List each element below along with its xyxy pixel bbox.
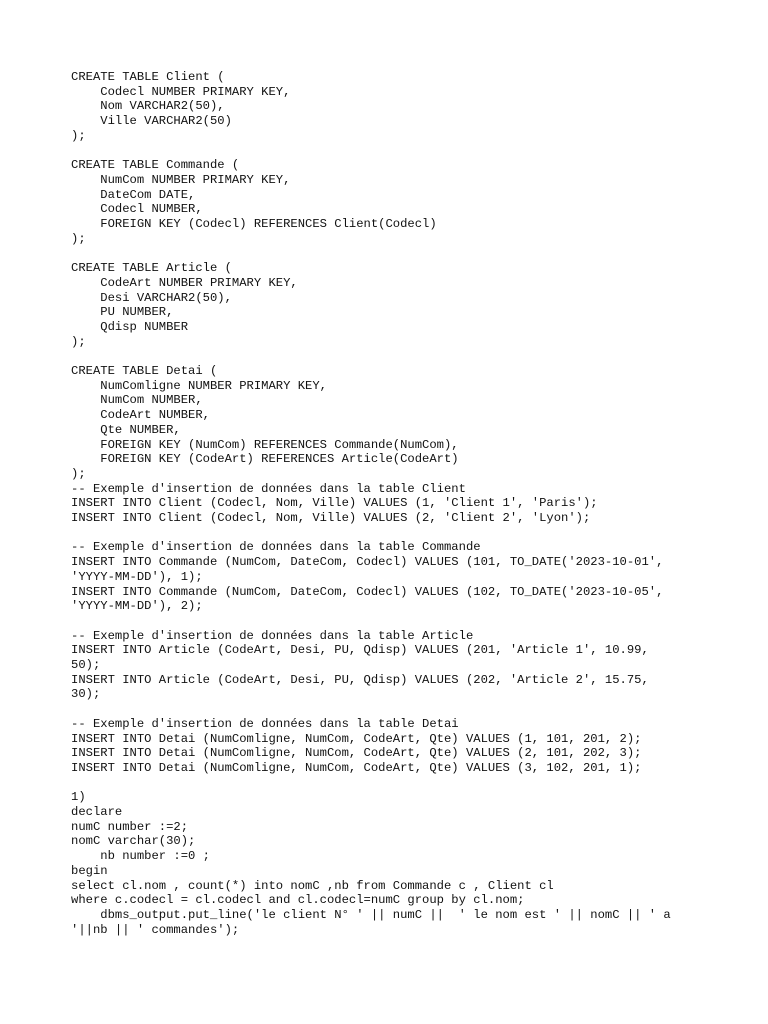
code-line: begin [71,863,108,878]
code-line: CREATE TABLE Article ( [71,261,232,276]
code-line: CREATE TABLE Client ( [71,70,225,84]
code-line: NumCom NUMBER PRIMARY KEY, [71,172,291,187]
code-line: Qdisp NUMBER [71,319,189,334]
code-line: Nom VARCHAR2(50), [71,99,225,114]
code-line: 30); [71,687,101,702]
code-line: INSERT INTO Commande (NumCom, DateCom, Codecl) VALUES (102, TO_DATE('2023-10-05', [71,584,664,599]
code-line: INSERT INTO Article (CodeArt, Desi, PU, Qdisp) VALUES (202, 'Article 2', 15.75, [71,672,649,687]
code-line: declare [71,805,123,820]
code-line: 1) [71,790,86,805]
code-line: CodeArt NUMBER PRIMARY KEY, [71,275,298,290]
code-line: INSERT INTO Detai (NumComligne, NumCom, CodeArt, Qte) VALUES (1, 101, 201, 2); [71,731,642,746]
code-line: FOREIGN KEY (CodeArt) REFERENCES Article(CodeArt) [71,452,459,467]
code-line: 'YYYY-MM-DD'), 1); [71,569,203,584]
code-line: FOREIGN KEY (NumCom) REFERENCES Commande(NumCom), [71,437,459,452]
code-line: FOREIGN KEY (Codecl) REFERENCES Client(Codecl) [71,217,437,232]
code-line: where c.codecl = cl.codecl and cl.codecl=numC group by cl.nom; [71,893,525,908]
code-line: INSERT INTO Detai (NumComligne, NumCom, CodeArt, Qte) VALUES (3, 102, 201, 1); [71,760,642,775]
code-line [71,702,751,717]
code-line [71,246,751,261]
code-line: Ville VARCHAR2(50) [71,114,232,129]
code-line: CREATE TABLE Detai ( [71,364,218,379]
code-line: nb number :=0 ; [71,849,210,864]
code-line: Desi VARCHAR2(50), [71,290,232,305]
code-line: INSERT INTO Client (Codecl, Nom, Ville) VALUES (2, 'Client 2', 'Lyon'); [71,511,591,526]
code-line [71,776,751,791]
code-line: Codecl NUMBER, [71,202,203,217]
code-line [71,526,751,541]
code-line: PU NUMBER, [71,305,174,320]
code-line: 50); [71,658,101,673]
code-line: 'YYYY-MM-DD'), 2); [71,599,203,614]
code-line: INSERT INTO Client (Codecl, Nom, Ville) VALUES (1, 'Client 1', 'Paris'); [71,496,598,511]
code-line: INSERT INTO Article (CodeArt, Desi, PU, Qdisp) VALUES (201, 'Article 1', 10.99, [71,643,649,658]
code-line: -- Exemple d'insertion de données dans la table Client [71,481,466,496]
code-line: Codecl NUMBER PRIMARY KEY, [71,84,291,99]
sql-code-block [71,70,751,937]
code-line: -- Exemple d'insertion de données dans la table Commande [71,540,481,555]
code-line [71,614,751,629]
code-line: numC number :=2; [71,819,189,834]
code-line: ); [71,334,86,349]
code-line: ); [71,231,86,246]
code-line: INSERT INTO Detai (NumComligne, NumCom, CodeArt, Qte) VALUES (2, 101, 202, 3); [71,746,642,761]
code-line: CREATE TABLE Commande ( [71,158,240,173]
code-line: CodeArt NUMBER, [71,408,210,423]
code-line: '||nb || ' commandes'); [71,922,240,937]
code-line: DateCom DATE, [71,187,196,202]
code-line: NumCom NUMBER, [71,393,203,408]
code-line: ); [71,128,86,143]
code-line [71,144,751,159]
code-line: nomC varchar(30); [71,834,196,849]
code-line: Qte NUMBER, [71,422,181,437]
code-line [71,349,751,364]
code-line: ); [71,466,86,481]
code-line: -- Exemple d'insertion de données dans la table Article [71,628,474,643]
code-line: select cl.nom , count(*) into nomC ,nb from Commande c , Client cl [71,878,554,893]
code-line: -- Exemple d'insertion de données dans la table Detai [71,716,459,731]
code-line: INSERT INTO Commande (NumCom, DateCom, Codecl) VALUES (101, TO_DATE('2023-10-01', [71,555,664,570]
code-line: NumComligne NUMBER PRIMARY KEY, [71,378,327,393]
code-line: dbms_output.put_line('le client N° ' || numC || ' le nom est ' || nomC || ' a [71,907,671,922]
